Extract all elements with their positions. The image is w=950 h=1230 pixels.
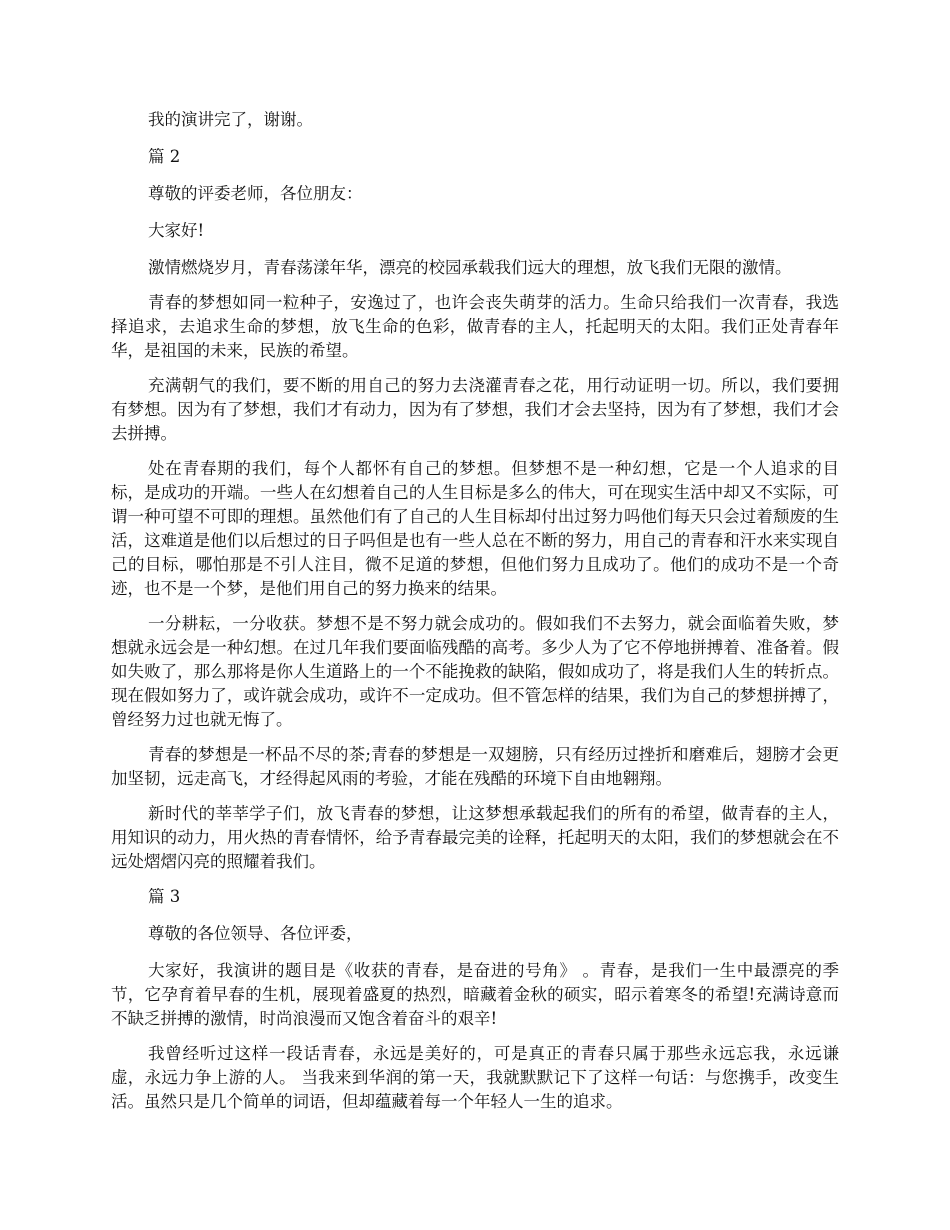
closing-line: 我的演讲完了，谢谢。 (148, 110, 313, 129)
salutation: 尊敬的各位领导、各位评委， (148, 924, 363, 943)
section-heading-3: 篇 3 (148, 887, 181, 906)
paragraph: 新时代的莘莘学子们，放飞青春的梦想，让这梦想承载起我们的所有的希望，做青春的主人，用知识的动力，用火热的青春情怀，给予青春最完美的诠释，托起明天的太阳，我们的梦想就会在不远处熠熠闪亮的照耀着我们。 (111, 804, 839, 871)
paragraph: 一分耕耘，一分收获。梦想不是不努力就会成功的。假如我们不去努力，就会面临着失败，梦想就永远会是一种幻想。在过几年我们要面临残酷的高考。多少人为了它不停地拼搏着、准备着。假如失败了，那么那将是你人生道路上的一个不能挽救的缺陷，假如成功了，将是我们人生的转折点。现在假如努力了，或许就会成功，或许不一定成功。但不管怎样的结果，我们为自己的梦想拼搏了，曾经努力过也就无悔了。 (111, 614, 839, 729)
paragraph: 处在青春期的我们，每个人都怀有自己的梦想。但梦想不是一种幻想，它是一个人追求的目标，是成功的开端。一些人在幻想着自己的人生目标是多么的伟大，可在现实生活中却又不实际，可谓一种可望不可即的理想。虽然他们有了自己的人生目标却付出过努力吗他们每天只会过着颓废的生活，这难道是他们以后想过的日子吗但是也有一些人总在不断的努力，用自己的青春和汗水来实现自己的目标，哪怕那是不引人注目，微不足道的梦想，但他们努力且成功了。他们的成功不是一个奇迹，也不是一个梦，是他们用自己的努力换来的结果。 (111, 459, 839, 598)
document-page (111, 108, 839, 1125)
paragraph: 充满朝气的我们，要不断的用自己的努力去浇灌青春之花，用行动证明一切。所以，我们要拥有梦想。因为有了梦想，我们才有动力，因为有了梦想，我们才会去坚持，因为有了梦想，我们才会去拼搏。 (111, 376, 839, 443)
paragraph: 我曾经听过这样一段话青春，永远是美好的，可是真正的青春只属于那些永远忘我，永远谦虚，永远力争上游的人。 当我来到华润的第一天，我就默默记下了这样一句话：与您携手，改变生活。虽然只是几个简单的词语，但却蕴藏着每一个年轻人一生的追求。 (111, 1044, 839, 1111)
salutation: 尊敬的评委老师，各位朋友： (148, 184, 363, 203)
greeting: 大家好! (148, 221, 205, 240)
paragraph: 青春的梦想是一杯品不尽的茶;青春的梦想是一双翅膀，只有经历过挫折和磨难后，翅膀才会更加坚韧，远走高飞，才经得起风雨的考验，才能在残酷的环境下自由地翱翔。 (111, 745, 839, 788)
paragraph: 激情燃烧岁月，青春荡漾年华，漂亮的校园承载我们远大的理想，放飞我们无限的激情。 (148, 258, 792, 277)
paragraph: 青春的梦想如同一粒种子，安逸过了，也许会丧失萌芽的活力。生命只给我们一次青春，我选择追求，去追求生命的梦想，放飞生命的色彩，做青春的主人，托起明天的太阳。我们正处青春年华，是祖国的未来，民族的希望。 (111, 293, 839, 360)
section-heading-2: 篇 2 (148, 147, 181, 166)
paragraph: 大家好，我演讲的题目是《收获的青春，是奋进的号角》 。青春，是我们一生中最漂亮的季节，它孕育着早春的生机，展现着盛夏的热烈，暗藏着金秋的硕实，昭示着寒冬的希望!充满诗意而不缺乏拼搏的激情，时尚浪漫而又饱含着奋斗的艰辛! (111, 961, 839, 1028)
